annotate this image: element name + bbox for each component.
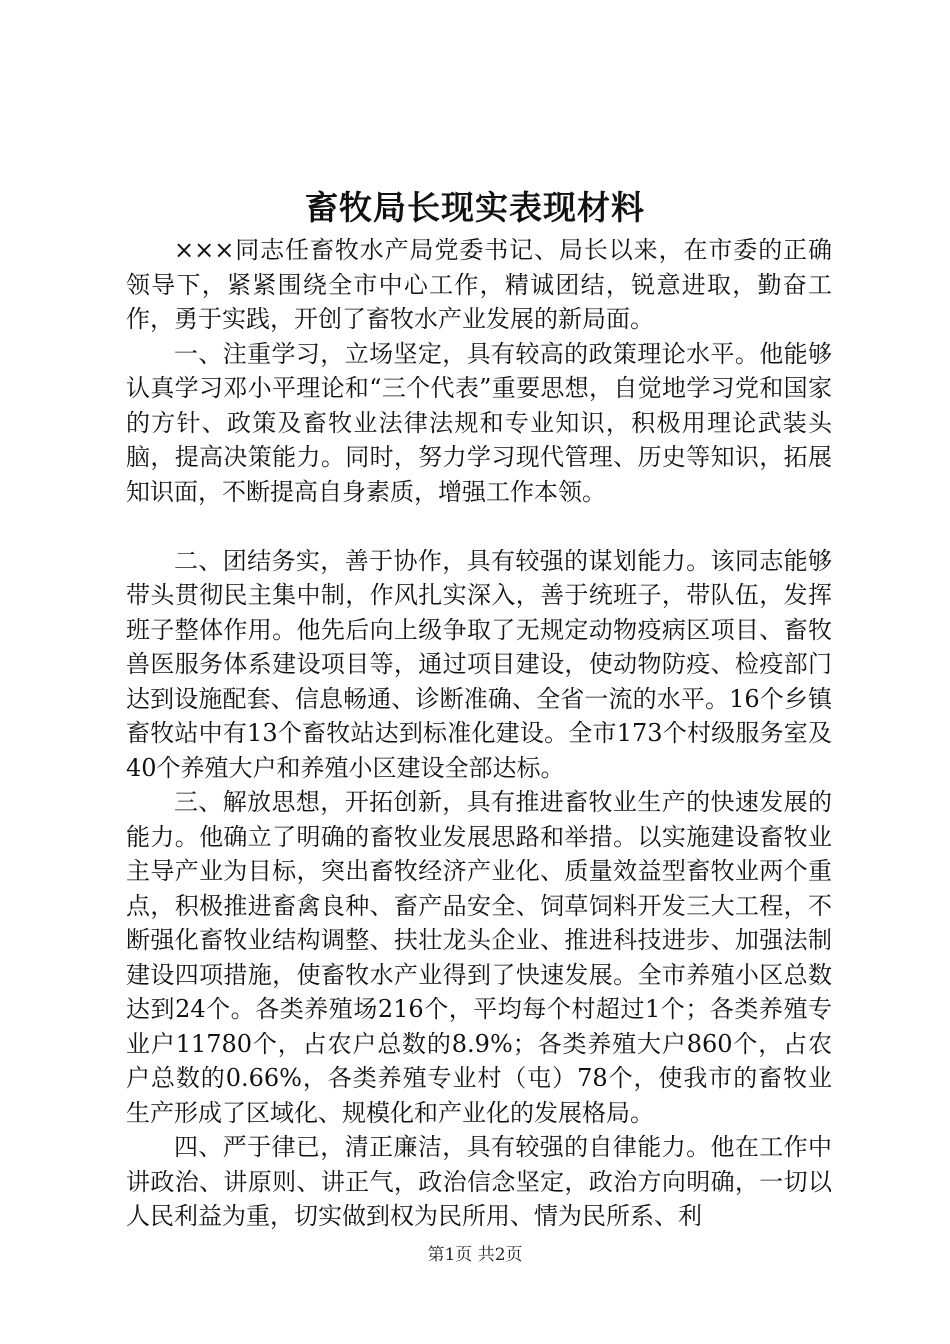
paragraph-section-3: 三、解放思想，开拓创新，具有推进畜牧业生产的快速发展的能力。他确立了明确的畜牧业发展思路和举措。以实施建设畜牧业主导产业为目标，突出畜牧经济产业化、质量效益型畜牧业两个重点，积极推进畜禽良种、畜产品安全、饲草饲料开发三大工程，不断强化畜牧业结构调整、扶壮龙头企业、推进科技进步、加强法制建设四项措施，使畜牧水产业得到了快速发展。全市养殖小区总数达到24个。各类养殖场216个，平均每个村超过1个；各类养殖专业户11780个，占农户总数的8.9%；各类养殖大户860个，占农户总数的0.66%，各类养殖专业村（屯）78个，使我市的畜牧业生产形成了区域化、规模化和产业化的发展格局。	[126, 788, 832, 1127]
paragraph-intro: ×××同志任畜牧水产局党委书记、局长以来，在市委的正确领导下，紧紧围绕全市中心工作，精诚团结，锐意进取，勤奋工作，勇于实践，开创了畜牧水产业发展的新局面。	[126, 236, 832, 333]
paragraph-section-2: 二、团结务实，善于协作，具有较强的谋划能力。该同志能够带头贯彻民主集中制，作风扎实深入，善于统班子，带队伍，发挥班子整体作用。他先后向上级争取了无规定动物疫病区项目、畜牧兽医服务体系建设项目等，通过项目建设，使动物防疫、检疫部门达到设施配套、信息畅通、诊断准确、全省一流的水平。16个乡镇畜牧站中有13个畜牧站达到标准化建设。全市173个村级服务室及40个养殖大户和养殖小区建设全部达标。	[126, 546, 832, 782]
document-body	[126, 233, 832, 1234]
document-title: 畜牧局长现实表现材料	[305, 188, 645, 227]
paragraph-section-4: 四、严于律已，清正廉洁，具有较强的自律能力。他在工作中讲政治、讲原则、讲正气，政治信念坚定，政治方向明确，一切以人民利益为重，切实做到权为民所用、情为民所系、利	[126, 1133, 832, 1230]
page-number-footer: 第1页 共2页	[427, 1245, 523, 1265]
paragraph-section-1: 一、注重学习，立场坚定，具有较高的政策理论水平。他能够认真学习邓小平理论和“三个代表”重要思想，自觉地学习党和国家的方针、政策及畜牧业法律法规和专业知识，积极用理论武装头脑，提高决策能力。同时，努力学习现代管理、历史等知识，拓展知识面，不断提高自身素质，增强工作本领。	[126, 339, 832, 506]
